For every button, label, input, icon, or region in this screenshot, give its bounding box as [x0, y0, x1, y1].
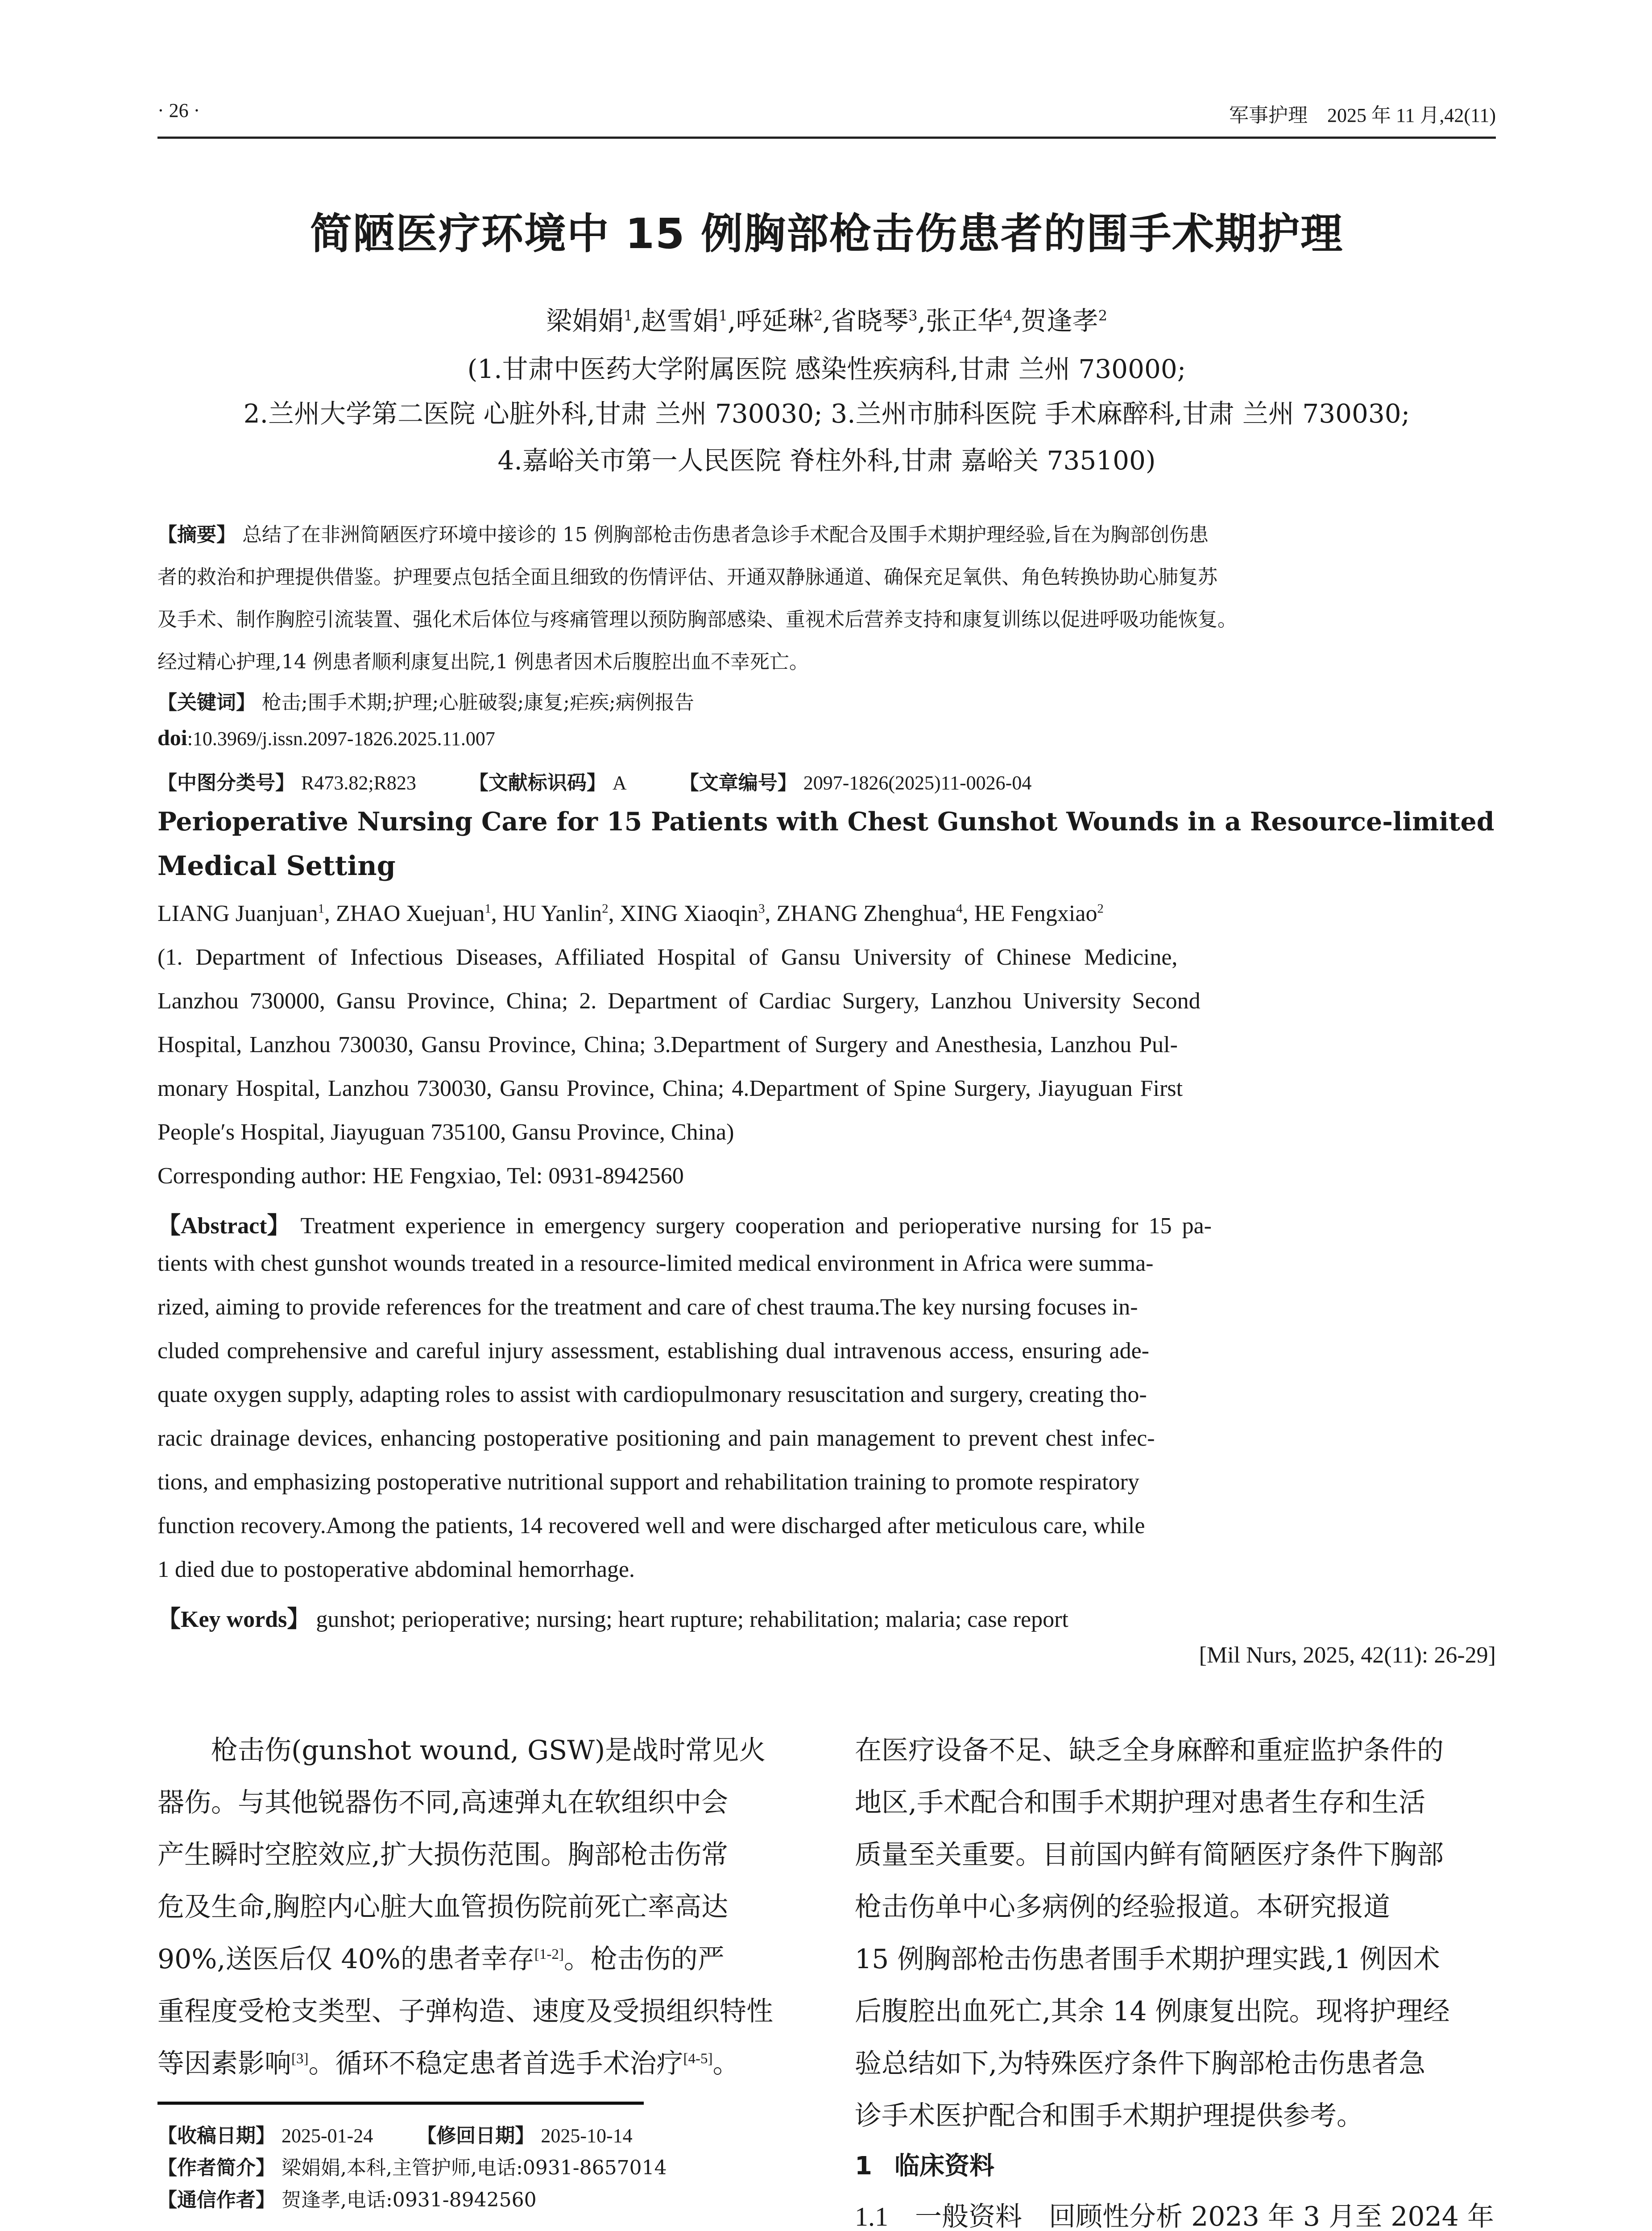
keywords-en-label: 【Key words】: [157, 1607, 311, 1632]
author: 张正华$^4$: [925, 306, 1013, 336]
body-line: 枪击伤(gunshot wound, GSW)是战时常见火: [157, 1735, 766, 1766]
body-line: 重程度受枪支类型、子弹构造、速度及受损组织特性: [157, 1996, 773, 2027]
citation-ref[interactable]: [3]: [291, 2051, 309, 2067]
author-list-en: LIANG Juanjuan$^1$, ZHAO Xuejuan$^1$, HU Yanlin$^2$, XING Xiaoqin$^3$, ZHANG Zhenghua$^4$, HE Fengxiao$^2$: [157, 901, 1104, 926]
affiliation-en: monary Hospital, Lanzhou 730030, Gansu Province, China; 4.Department of Spine Surgery, Jiayuguan First: [157, 1076, 1183, 1101]
abstract-en-line: tions, and emphasizing postoperative nutritional support and rehabilitation training to promote respiratory: [157, 1469, 1139, 1495]
section-heading-1: 1 临床资料: [855, 2152, 994, 2181]
body-line: 90%,送医后仅 40%的患者幸存[1-2]。枪击伤的严: [157, 1944, 725, 1975]
doi-label: doi: [157, 725, 187, 750]
body-line: 质量至关重要。目前国内鲜有简陋医疗条件下胸部: [855, 1839, 1444, 1870]
body-line: 诊手术医护配合和围手术期护理提供参考。: [855, 2100, 1363, 2131]
affiliation-cn: 2.兰州大学第二医院 心脏外科,甘肃 兰州 730030; 3.兰州市肺科医院 手术麻醉科,甘肃 兰州 730030;: [243, 398, 1410, 429]
keywords-cn-label: 【关键词】: [157, 691, 256, 714]
section-1-1-line: 1.1 一般资料 回顾性分析 2023 年 3 月至 2024 年: [855, 2195, 1496, 2231]
journal-issue: 军事护理 2025 年 11 月,42(11): [1229, 104, 1496, 126]
footnote-rule: [157, 2102, 644, 2105]
abstract-cn-line: 经过精心护理,14 例患者顺利康复出院,1 例患者因术后腹腔出血不幸死亡。: [157, 651, 809, 673]
affiliation-en: Lanzhou 730000, Gansu Province, China; 2. Department of Cardiac Surgery, Lanzhou University Second: [157, 988, 1201, 1014]
affiliation-cn: 4.嘉峪关市第一人民医院 脊柱外科,甘肃 嘉峪关 735100): [497, 445, 1156, 476]
page-number: · 26 ·: [157, 100, 200, 121]
abstract-en-line: racic drainage devices, enhancing postoperative positioning and pain management to prevent chest infec-: [157, 1426, 1155, 1451]
abstract-cn-line: 者的救治和护理提供借鉴。护理要点包括全面且细致的伤情评估、开通双静脉通道、确保充足氧供、角色转换协助心肺复苏: [157, 566, 1217, 589]
author: 省晓琴$^3$: [831, 306, 918, 336]
affiliation-cn: (1.甘肃中医药大学附属医院 感染性疾病科,甘肃 兰州 730000;: [467, 354, 1186, 384]
abstract-cn-line: 【摘要】 总结了在非洲简陋医疗环境中接诊的 15 例胸部枪击伤患者急诊手术配合及围手术期护理经验,旨在为胸部创伤患: [157, 523, 1209, 546]
corresponding-author-en: Corresponding author: HE Fengxiao, Tel: 0931-8942560: [157, 1163, 684, 1189]
article-title-en: Perioperative Nursing Care for 15 Patients with Chest Gunshot Wounds in a Resource-limited: [157, 807, 1495, 837]
author: 呼延琳$^2$: [736, 306, 823, 336]
header-rule: [157, 137, 1496, 139]
abstract-en-line: rized, aiming to provide references for the treatment and care of chest trauma.The key nursing focuses in-: [157, 1294, 1138, 1320]
body-line: 枪击伤单中心多病例的经验报道。本研究报道: [855, 1891, 1390, 1923]
abstract-en-label: 【Abstract】: [157, 1213, 290, 1239]
body-line: 等因素影响[3]。循环不稳定患者首选手术治疗[4-5]。: [157, 2048, 740, 2079]
footnote-dates: 【收稿日期】 2025-01-24 【修回日期】 2025-10-14: [157, 2124, 633, 2147]
keywords-cn: 【关键词】 枪击;围手术期;护理;心脏破裂;康复;疟疾;病例报告: [157, 691, 694, 714]
author: 梁娟娟$^1$: [546, 306, 633, 336]
body-line: 后腹腔出血死亡,其余 14 例康复出院。现将护理经: [855, 1996, 1450, 2027]
citation-ref[interactable]: [4-5]: [683, 2051, 713, 2067]
author: 赵雪娟$^1$: [641, 306, 728, 336]
article-title-en: Medical Setting: [157, 850, 396, 882]
body-line: 15 例胸部枪击伤患者围手术期护理实践,1 例因术: [855, 1944, 1440, 1975]
affiliation-en: Hospital, Lanzhou 730030, Gansu Province, China; 3.Department of Surgery and Anesthesia, Lanzhou Pul-: [157, 1032, 1178, 1057]
body-line: 在医疗设备不足、缺乏全身麻醉和重症监护条件的: [855, 1735, 1444, 1766]
abstract-en-line: 【Abstract】 Treatment experience in emergency surgery cooperation and perioperative nursing for 15 pa-: [157, 1213, 1212, 1239]
abstract-en-line: tients with chest gunshot wounds treated in a resource-limited medical environment in Africa were summa-: [157, 1251, 1154, 1276]
abstract-en-line: function recovery.Among the patients, 14 recovered well and were discharged after meticulous care, while: [157, 1513, 1145, 1538]
abstract-en-line: cluded comprehensive and careful injury assessment, establishing dual intravenous access, ensuring ade-: [157, 1338, 1149, 1364]
author-list-cn: 梁娟娟$^1$,赵雪娟$^1$,呼延琳$^2$,省晓琴$^3$,张正华$^4$,贺逢孝$^2$: [546, 306, 1108, 336]
footnote-corresponding: 【通信作者】 贺逢孝,电话:0931-8942560: [157, 2189, 537, 2211]
abstract-en-line: 1 died due to postoperative abdominal hemorrhage.: [157, 1557, 635, 1582]
subsection-title: 一般资料: [915, 2201, 1022, 2231]
abstract-en-line: quate oxygen supply, adapting roles to assist with cardiopulmonary resuscitation and surgery, creating tho-: [157, 1382, 1147, 1407]
affiliation-en: (1. Department of Infectious Diseases, Affiliated Hospital of Gansu University of Chinese Medicine,: [157, 945, 1178, 970]
citation: [Mil Nurs, 2025, 42(11): 26-29]: [1199, 1642, 1496, 1668]
citation-ref[interactable]: [1-2]: [534, 1946, 564, 1962]
keywords-en: 【Key words】 gunshot; perioperative; nursing; heart rupture; rehabilitation; malaria; case report: [157, 1607, 1068, 1632]
footnote-author: 【作者简介】 梁娟娟,本科,主管护师,电话:0931-8657014: [157, 2156, 667, 2179]
abstract-cn-label: 【摘要】: [157, 523, 236, 546]
abstract-cn-line: 及手术、制作胸腔引流装置、强化术后体位与疼痛管理以预防胸部感染、重视术后营养支持和康复训练以促进呼吸功能恢复。: [157, 608, 1237, 631]
classification-line: 【中图分类号】 R473.82;R823 【文献标识码】 A 【文章编号】 2097-1826(2025)11-0026-04: [157, 771, 1032, 794]
body-line: 产生瞬时空腔效应,扩大损伤范围。胸部枪击伤常: [157, 1839, 729, 1870]
author: 贺逢孝$^2$: [1020, 306, 1108, 336]
body-line: 验总结如下,为特殊医疗条件下胸部枪击伤患者急: [855, 2048, 1426, 2079]
body-line: 器伤。与其他锐器伤不同,高速弹丸在软组织中会: [157, 1787, 729, 1818]
article-title-cn: 简陋医疗环境中 15 例胸部枪击伤患者的围手术期护理: [310, 210, 1344, 258]
doi[interactable]: doi:10.3969/j.issn.2097-1826.2025.11.007: [157, 725, 495, 750]
body-line: 危及生命,胸腔内心脏大血管损伤院前死亡率高达: [157, 1891, 729, 1923]
body-line: 地区,手术配合和围手术期护理对患者生存和生活: [855, 1787, 1426, 1818]
affiliation-en: People′s Hospital, Jiayuguan 735100, Gansu Province, China): [157, 1120, 734, 1145]
